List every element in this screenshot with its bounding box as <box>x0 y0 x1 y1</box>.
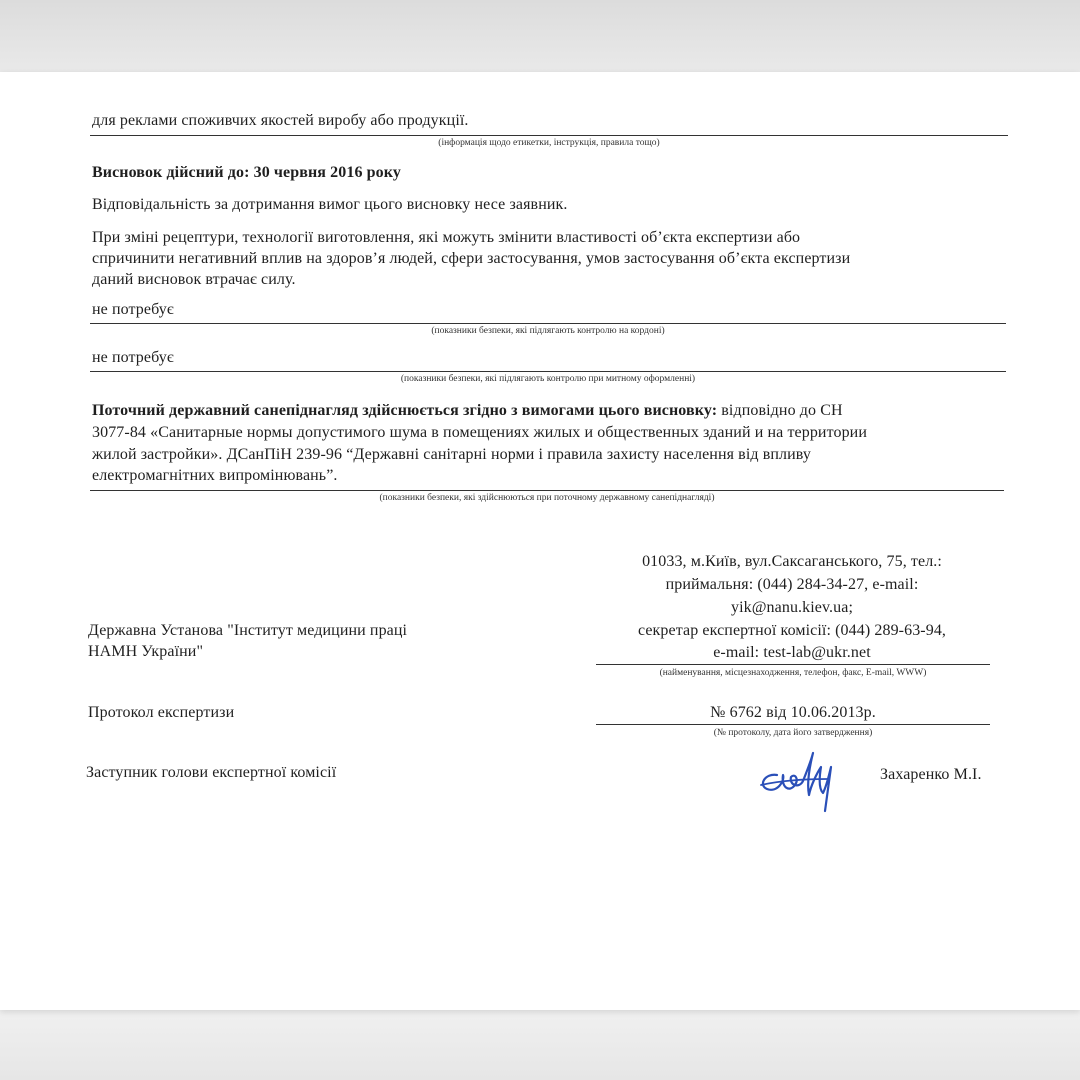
protocol-rule <box>596 724 990 725</box>
customs-value: не потребує <box>92 349 174 366</box>
border-rule <box>90 323 1006 324</box>
contact-rule <box>596 664 990 665</box>
border-caption: (показники безпеки, які підлягають контролю на кордоні) <box>431 326 665 336</box>
supervision-line-2: 3077-84 «Санитарные нормы допустимого шума в помещениях жилых и общественных зданий и на территории <box>92 424 868 441</box>
contact-line-1: 01033, м.Київ, вул.Саксаганського, 75, тел.: <box>642 553 942 570</box>
change-line-1: При зміні рецептури, технології виготовлення, які можуть змінити властивості об’єкта експертизи або <box>92 229 801 246</box>
change-line-2: спричинити негативний вплив на здоров’я людей, сфери застосування, умов застосування об’єкта експертизи <box>92 250 851 267</box>
protocol-caption: (№ протоколу, дата його затвердження) <box>713 728 873 738</box>
institution-name-line-2: НАМН України" <box>88 643 204 660</box>
top-margin-band <box>0 0 1080 72</box>
supervision-line-4: електромагнітних випромінювань”. <box>92 467 338 484</box>
ads-rule <box>90 135 1008 136</box>
bottom-margin-band <box>0 1010 1080 1080</box>
supervision-rule <box>90 490 1004 491</box>
ads-caption: (інформація щодо етикетки, інструкція, правила тощо) <box>438 138 660 148</box>
signatory-name: Захаренко М.І. <box>880 766 982 783</box>
contact-line-2: приймальня: (044) 284-34-27, e-mail: <box>665 576 919 593</box>
protocol-label: Протокол експертизи <box>88 704 235 721</box>
border-value: не потребує <box>92 301 174 318</box>
supervision-bold: Поточний державний санепіднагляд здійснюється згідно з вимогами цього висновку: <box>92 402 718 419</box>
supervision-line-3: жилой застройки». ДСанПіН 239-96 “Державні санітарні норми і правила захисту населення від впливу <box>92 446 811 463</box>
customs-caption: (показники безпеки, які підлягають контролю при митному оформленні) <box>400 374 696 384</box>
contact-line-4: секретар експертної комісії: (044) 289-63-94, <box>637 622 947 639</box>
valid-until: Висновок дійсний до: 30 червня 2016 року <box>92 164 401 181</box>
supervision-line-1 <box>92 402 843 420</box>
institution-name-line-1: Державна Установа "Інститут медицини праці <box>88 622 408 639</box>
signatory-role: Заступник голови експертної комісії <box>86 764 337 781</box>
responsibility-text: Відповідальність за дотримання вимог цього висновку несе заявник. <box>92 196 568 213</box>
signature-icon <box>755 745 845 815</box>
protocol-value: № 6762 від 10.06.2013р. <box>710 704 876 721</box>
contact-caption: (найменування, місцезнаходження, телефон, факс, E-mail, WWW) <box>659 668 927 678</box>
contact-line-5: e-mail: test-lab@ukr.net <box>713 644 871 661</box>
supervision-caption: (показники безпеки, які здійснюються при поточному державному санепіднагляді) <box>379 493 715 503</box>
supervision-line-1-rest: відповідно до СН <box>721 402 843 419</box>
ads-line: для реклами споживчих якостей виробу або продукції. <box>92 112 469 129</box>
customs-rule <box>90 371 1006 372</box>
change-line-3: даний висновок втрачає силу. <box>92 271 296 288</box>
contact-line-3: yik@nanu.kiev.ua; <box>730 599 854 616</box>
